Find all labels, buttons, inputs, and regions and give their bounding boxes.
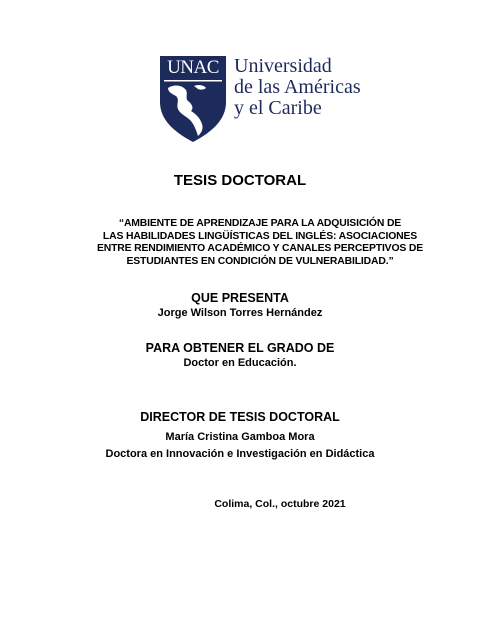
university-logo [158,54,378,144]
director-name: María Cristina Gamboa Mora [165,431,315,443]
place-date: Colima, Col., octubre 2021 [214,498,346,510]
document-title: TESIS DOCTORAL [173,172,307,189]
presenta-label: QUE PRESENTA [191,291,289,305]
thesis-topic [40,218,480,268]
grado-label: PARA OBTENER EL GRADO DE [145,341,335,355]
degree-name: Doctor en Educación. [183,357,297,369]
thesis-topic-line-3: ENTRE RENDIMIENTO ACADÉMICO Y CANALES PERCEPTIVOS DE [96,243,424,254]
thesis-topic-line-4: ESTUDIANTES EN CONDICIÓN DE VULNERABILIDAD.” [126,255,394,267]
director-title: Doctora en Innovación e Investigación en Didáctica [105,448,375,460]
thesis-topic-line-2: LAS HABILIDADES LINGÜÍSTICAS DEL INGLÉS: ASOCIACIONES [102,230,418,242]
university-name-line-3: y el Caribe [234,97,322,119]
university-name [234,56,361,119]
university-name-line-1: Universidad [234,55,332,77]
thesis-topic-line-1: “AMBIENTE DE APRENDIZAJE PARA LA ADQUISICIÓN DE [118,218,402,229]
logo-acronym: UNAC [167,57,219,78]
director-label: DIRECTOR DE TESIS DOCTORAL [140,410,340,424]
author-name: Jorge Wilson Torres Hernández [157,307,323,319]
university-name-line-2: de las Américas [234,76,361,98]
